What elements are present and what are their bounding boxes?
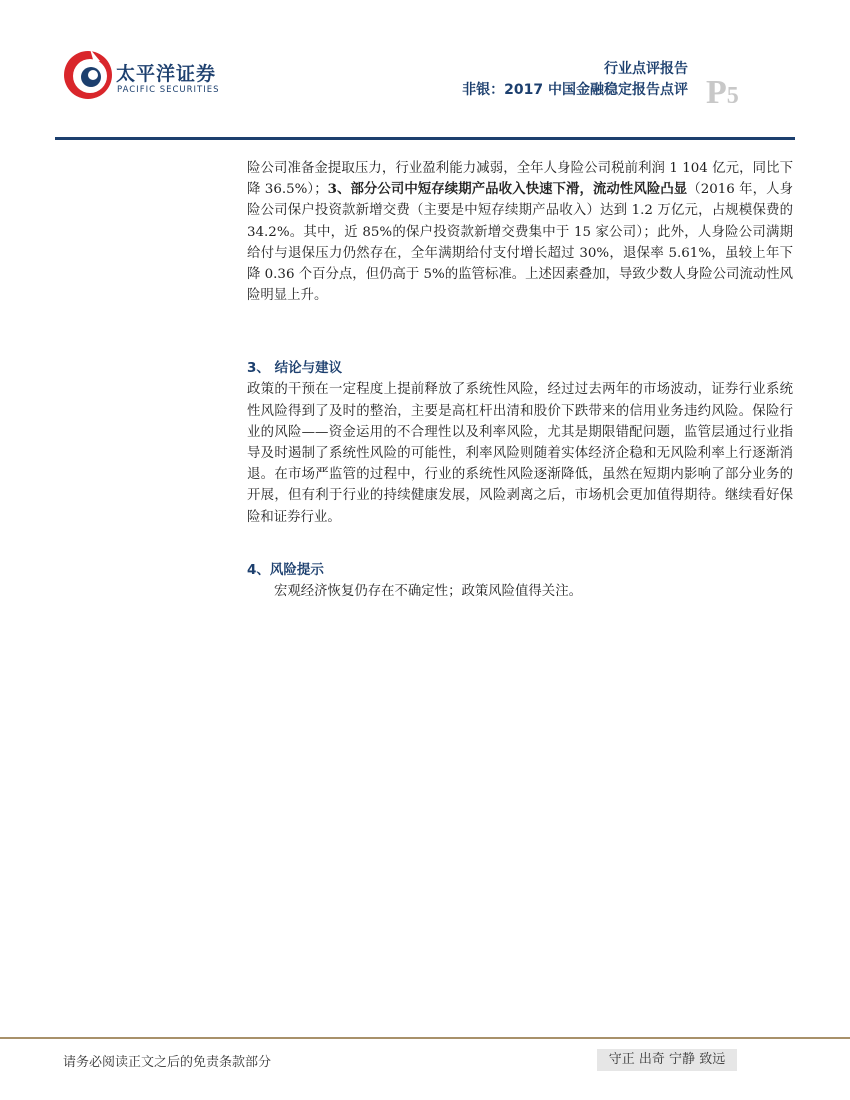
report-title: 非银：2017 中国金融稳定报告点评 — [462, 82, 688, 98]
paragraph-liquidity-bold: 3、部分公司中短存续期产品收入快速下滑，流动性风险凸显 — [327, 181, 688, 198]
paragraph-liquidity — [247, 158, 793, 306]
footer-motto: 守正 出奇 宁静 致远 — [597, 1049, 737, 1071]
section-3-text: 政策的干预在一定程度上提前释放了系统性风险，经过过去两年的市场波动，证券行业系统性风险得到了及时的整治，主要是高杠杆出清和股价下跌带来的信用业务违约风险。保险行业的风险——资金运用的不合理性以及利率风险，尤其是期限错配问题，监管层通过行业指导及时遏制了系统性风险的可能性，利率风险则随着实体经济企稳和无风险利率上行逐渐消退。在市场严监管的过程中，行业的系统性风险逐渐降低，虽然在短期内影响了部分业务的开展，但有利于行业的持续健康发展，风险剥离之后，市场机会更加值得期待。继续看好保险和证券行业。 — [247, 382, 793, 525]
company-logo — [60, 45, 240, 105]
page-prefix: P — [706, 74, 727, 111]
pacific-securities-logo-icon — [60, 45, 116, 101]
logo-chinese-name: 太平洋证券 — [116, 63, 217, 85]
section-4-text: 宏观经济恢复仍存在不确定性；政策风险值得关注。 — [274, 583, 582, 599]
logo-english-name: PACIFIC SECURITIES — [117, 85, 220, 95]
section-3-heading: 3、 结论与建议 — [247, 360, 343, 377]
page-number — [706, 74, 739, 112]
paragraph-liquidity-part1: 险公司准备金提取压力，行业盈利能力减弱，全年人身险公司税前利润 1 104 亿元，同比下降 36.5%）； — [247, 161, 793, 198]
report-body — [247, 158, 793, 602]
footer-divider — [0, 1037, 850, 1039]
paragraph-liquidity-part2: （2016 年，人身险公司保户投资款新增交费（主要是中短存续期产品收入）达到 1.2 万亿元，占规模保费的 34.2%。其中，近 85%的保户投资款新增交费集中于 15 家公司）；此外，人身险公司满期给付与退保压力仍然存在，全年满期给付支付增长超过 30%，退保率 5.61%，虽较上年下降 0.36 个百分点，但仍高于 5%的监管标准。上述因素叠加，导致少数人身险公司流动性风险明显上升。 — [247, 182, 793, 304]
section-4-heading: 4、风险提示 — [247, 561, 324, 578]
page-number-value: 5 — [726, 83, 739, 109]
footer-disclaimer: 请务必阅读正文之后的免责条款部分 — [63, 1055, 272, 1070]
header-divider — [55, 137, 795, 140]
report-type: 行业点评报告 — [604, 61, 688, 77]
